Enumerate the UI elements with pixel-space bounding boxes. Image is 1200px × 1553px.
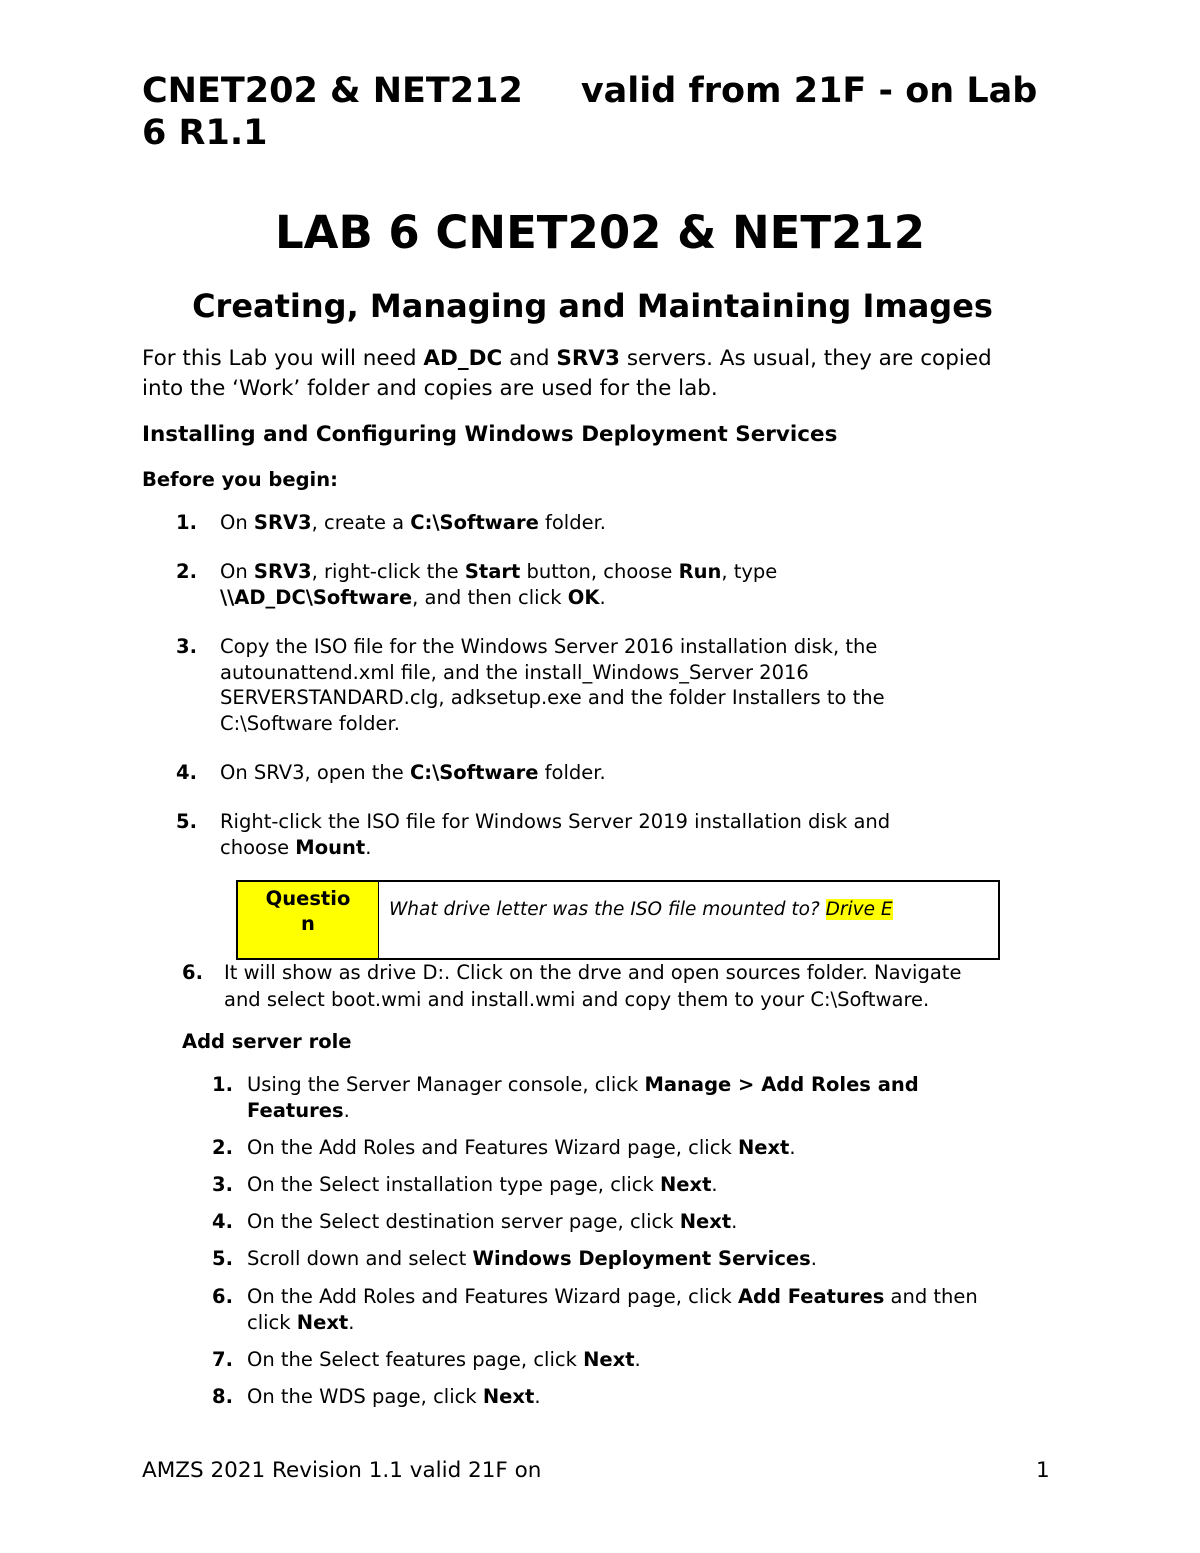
step-text: On the Add Roles and Features Wizard page, click bbox=[247, 1136, 738, 1159]
intro-text: and bbox=[502, 346, 557, 371]
question-label: n bbox=[301, 912, 315, 935]
step-text: . bbox=[599, 585, 606, 609]
step-bold: Next bbox=[679, 1210, 732, 1233]
step-bold: Next bbox=[482, 1385, 535, 1408]
question-text-cell bbox=[379, 882, 998, 958]
intro-server-ad-dc: AD_DC bbox=[423, 346, 503, 371]
step-text: On the Add Roles and Features Wizard page, click bbox=[247, 1285, 738, 1308]
step-number: 3. bbox=[176, 635, 197, 658]
step-bold: Mount bbox=[295, 835, 366, 859]
footer-revision: AMZS 2021 Revision 1.1 valid 21F on bbox=[142, 1458, 542, 1483]
step-bold: OK bbox=[567, 585, 600, 609]
step-number: 3. bbox=[212, 1173, 233, 1196]
step-bold: SRV3 bbox=[253, 511, 312, 534]
step-text: . bbox=[634, 1348, 641, 1371]
step-text: , right-click the bbox=[311, 560, 465, 583]
step-bold: Next bbox=[659, 1173, 712, 1196]
step-number: 4. bbox=[176, 761, 197, 784]
question-label-cell bbox=[238, 882, 379, 958]
intro-text: servers. As usual, they are copied into the ‘Work’ folder and copies are used for the lab. bbox=[142, 346, 992, 401]
step-text: On the Select features page, click bbox=[247, 1348, 584, 1371]
step-text: Using the Server Manager console, click bbox=[247, 1073, 645, 1096]
step-text: SERVERSTANDARD.clg, adksetup.exe and the folder Installers to the bbox=[220, 686, 885, 709]
step-bold: Features bbox=[247, 1098, 344, 1122]
step-text: , and then click bbox=[412, 585, 568, 609]
add-role-heading: Add server role bbox=[182, 1030, 352, 1053]
step-number: 8. bbox=[212, 1385, 233, 1408]
step-number: 5. bbox=[176, 810, 197, 833]
question-text: What drive letter was the ISO file mounted to? bbox=[389, 899, 826, 920]
step-bold: Add Features bbox=[737, 1285, 885, 1308]
step-text: , create a bbox=[311, 511, 411, 534]
step-text: C:\Software folder. bbox=[220, 711, 400, 735]
step-number: 6. bbox=[182, 961, 203, 984]
step-text: . bbox=[534, 1385, 541, 1408]
step-bold: \\AD_DC\Software bbox=[220, 585, 413, 609]
question-answer: Drive E bbox=[825, 899, 893, 920]
document-subtitle: Creating, Managing and Maintaining Images bbox=[192, 287, 993, 325]
step-bold: SRV3 bbox=[253, 560, 312, 583]
intro-paragraph bbox=[142, 344, 1022, 404]
step-bold: C:\Software bbox=[410, 511, 539, 534]
step-text: button, choose bbox=[520, 560, 679, 583]
step-number: 7. bbox=[212, 1348, 233, 1371]
step-number: 1. bbox=[212, 1073, 233, 1096]
step-text: On the Select installation type page, click bbox=[247, 1173, 660, 1196]
step-text: . bbox=[731, 1210, 738, 1233]
step-text: , type bbox=[721, 560, 778, 583]
intro-text: For this Lab you will need bbox=[142, 346, 424, 371]
step-number: 4. bbox=[212, 1210, 233, 1233]
step-text: Right-click the ISO file for Windows Server 2019 installation disk and bbox=[220, 810, 891, 833]
step-text: . bbox=[365, 835, 372, 859]
step-text: . bbox=[343, 1098, 350, 1122]
step-text: choose bbox=[220, 835, 296, 859]
step-text: Scroll down and select bbox=[247, 1247, 473, 1270]
step-text: and select boot.wmi and install.wmi and copy them to your C:\Software. bbox=[224, 988, 930, 1011]
step-text: . bbox=[711, 1173, 718, 1196]
step-number: 1. bbox=[176, 511, 197, 534]
step-bold: Windows Deployment Services bbox=[472, 1247, 811, 1270]
step-text: . bbox=[348, 1310, 355, 1334]
step-bold: Next bbox=[583, 1348, 635, 1371]
document-title: LAB 6 CNET202 & NET212 bbox=[274, 206, 926, 259]
before-heading: Before you begin: bbox=[142, 468, 338, 491]
step-text: It will show as drive D:. Click on the drve and open sources folder. Navigate bbox=[224, 961, 962, 984]
step-text: and then bbox=[884, 1285, 978, 1308]
section-heading: Installing and Configuring Windows Deployment Services bbox=[142, 422, 838, 447]
step-text: On SRV3, open the bbox=[220, 761, 410, 784]
step-bold: Manage > Add Roles and bbox=[644, 1073, 919, 1096]
step-text: On bbox=[220, 511, 254, 534]
step-text: Copy the ISO file for the Windows Server 2016 installation disk, the bbox=[220, 635, 878, 658]
step-number: 2. bbox=[212, 1136, 233, 1159]
header-validity: valid from 21F - on Lab bbox=[580, 71, 1038, 111]
step-text: . bbox=[789, 1136, 796, 1159]
step-bold: Run bbox=[678, 560, 722, 583]
step-text: On bbox=[220, 560, 254, 583]
step-number: 6. bbox=[212, 1285, 233, 1308]
step-text: click bbox=[247, 1310, 297, 1334]
header-course: CNET202 & NET212 bbox=[142, 71, 523, 111]
step-text: On the WDS page, click bbox=[247, 1385, 483, 1408]
step-text: folder. bbox=[538, 511, 607, 534]
question-table bbox=[236, 880, 1000, 960]
step-text: . bbox=[810, 1247, 817, 1270]
step-text: autounattend.xml file, and the install_Windows_Server 2016 bbox=[220, 660, 809, 684]
step-bold: Next bbox=[737, 1136, 790, 1159]
step-bold: Start bbox=[464, 560, 521, 583]
step-bold: Next bbox=[296, 1310, 349, 1334]
running-header bbox=[142, 70, 1062, 154]
question-label: Questio bbox=[265, 887, 351, 910]
step-bold: C:\Software bbox=[409, 761, 539, 784]
step-text: On the Select destination server page, click bbox=[247, 1210, 680, 1233]
step-number: 5. bbox=[212, 1247, 233, 1270]
header-revision: 6 R1.1 bbox=[142, 113, 268, 153]
step-text: folder. bbox=[538, 761, 606, 784]
page-number: 1 bbox=[1036, 1458, 1050, 1483]
step-number: 2. bbox=[176, 560, 197, 583]
intro-server-srv3: SRV3 bbox=[556, 346, 621, 371]
